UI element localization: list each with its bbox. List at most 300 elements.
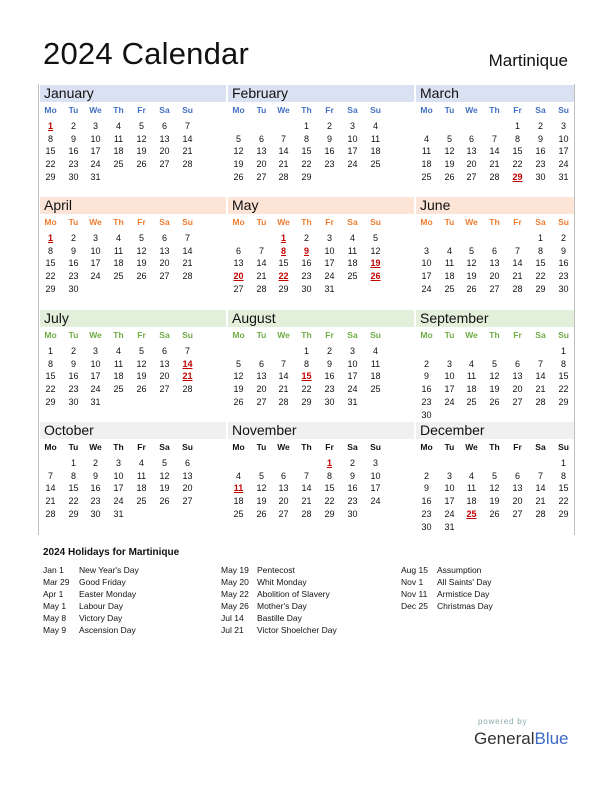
weekday-label: Th [113,442,124,452]
holiday-name: Ascension Day [79,625,136,635]
holiday-date: 1 [326,458,332,468]
weekday-label: Mo [420,105,433,115]
calendar-day: 17 [370,483,381,494]
calendar-day: 11 [113,358,124,369]
calendar-day: 1 [303,121,309,131]
month-may [227,196,413,308]
calendar-day: 18 [370,371,381,382]
month-name: April [40,197,226,214]
calendar-day: 11 [421,146,432,157]
calendar-day: 23 [324,159,335,170]
calendar-day: 23 [301,271,312,282]
calendar-day: 15 [535,258,546,269]
calendar-day: 26 [489,396,500,407]
calendar-day: 11 [370,133,381,144]
holiday-date: 1 [47,121,53,131]
calendar-day: 24 [347,384,358,395]
calendar-day: 6 [258,358,264,369]
calendar-day: 16 [421,496,432,507]
holiday-date-label: Jan 1 [43,565,64,575]
calendar-day: 22 [45,271,56,282]
calendar-day: 21 [535,496,546,507]
calendar-day: 5 [138,233,144,243]
calendar-day: 17 [90,371,101,382]
calendar-day: 6 [514,358,520,369]
calendar-day: 11 [466,371,477,382]
calendar-day: 12 [233,146,244,157]
calendar-day: 13 [489,258,500,269]
calendar-day: 8 [47,133,53,144]
brand-blue: Blue [534,729,569,748]
weekday-label: Fr [513,330,522,340]
calendar-day: 9 [560,245,566,256]
weekday-label: Th [113,105,124,115]
holiday-name: Armistice Day [437,589,490,599]
calendar-day: 22 [45,159,56,170]
calendar-day: 4 [468,358,474,369]
month-december [415,421,601,533]
calendar-day: 20 [256,384,267,395]
weekday-label: Mo [232,217,245,227]
calendar-day: 31 [113,508,124,519]
holiday-date: 20 [233,271,244,282]
calendar-day: 8 [514,133,520,144]
calendar-day: 22 [558,496,569,507]
calendar-day: 7 [514,245,520,256]
calendar-day: 6 [184,458,190,468]
calendar-day: 15 [558,371,569,382]
calendar-day: 16 [68,258,79,269]
calendar-day: 23 [558,271,569,282]
calendar-day: 27 [512,508,523,519]
calendar-day: 3 [92,121,98,131]
calendar-day: 12 [233,371,244,382]
calendar-day: 7 [280,133,286,144]
holiday-date: 1 [280,233,286,243]
calendar-day: 5 [446,133,452,144]
calendar-day: 26 [444,171,455,182]
holiday-date-label: May 1 [43,601,67,611]
calendar-day: 9 [537,133,543,144]
calendar-day: 17 [444,496,455,507]
calendar-day: 10 [444,483,455,494]
calendar-day: 24 [90,384,101,395]
weekday-label: Fr [325,105,334,115]
calendar-day: 22 [68,496,79,507]
calendar-day: 27 [278,508,289,519]
weekday-label: Sa [159,217,170,227]
calendar-day: 31 [90,171,101,182]
calendar-day: 3 [446,358,452,369]
calendar-day: 17 [324,258,335,269]
calendar-day: 16 [324,371,335,382]
calendar-day: 21 [489,159,500,170]
month-september [415,309,601,421]
calendar-day: 19 [136,146,147,157]
calendar-day: 3 [92,346,98,356]
calendar-day: 28 [182,384,193,395]
calendar-day: 28 [182,271,193,282]
calendar-day: 30 [421,409,432,420]
calendar-day: 2 [92,458,98,468]
calendar-day: 1 [70,458,76,468]
calendar-day: 16 [68,371,79,382]
calendar-day: 14 [301,483,312,494]
holiday-name: New Year's Day [79,565,139,575]
calendar-day: 17 [90,146,101,157]
calendar-day: 13 [159,358,170,369]
weekday-label: Mo [232,330,245,340]
calendar-day: 13 [159,133,170,144]
calendar-day: 19 [444,159,455,170]
calendar-day: 12 [444,146,455,157]
calendar-day: 10 [113,470,124,481]
holiday-name: Assumption [437,565,482,575]
calendar-day: 30 [90,508,101,519]
calendar-day: 3 [446,470,452,481]
weekday-label: Sa [347,105,358,115]
weekday-label: Th [489,217,500,227]
calendar-day: 24 [444,396,455,407]
weekday-label: Sa [535,442,546,452]
calendar-day: 15 [301,146,312,157]
calendar-day: 2 [349,458,355,468]
calendar-day: 2 [326,346,332,356]
calendar-day: 23 [421,508,432,519]
calendar-day: 13 [233,258,244,269]
holiday-date-label: May 9 [43,625,67,635]
calendar-day: 16 [324,146,335,157]
calendar-day: 4 [423,133,429,144]
calendar-day: 2 [70,346,76,356]
calendar-day: 18 [444,271,455,282]
weekday-label: Su [558,330,569,340]
calendar-day: 27 [182,496,193,507]
holiday-date-label: May 26 [221,601,249,611]
calendar-day: 27 [256,396,267,407]
brand-logo[interactable] [474,729,569,749]
weekday-label: Th [113,330,124,340]
weekday-label: Mo [420,217,433,227]
calendar-day: 28 [489,171,500,182]
month-january [39,84,225,196]
weekday-label: Fr [513,217,522,227]
calendar-day: 5 [491,470,497,481]
calendar-day: 9 [423,483,429,494]
calendar-day: 30 [68,171,79,182]
holiday-date-label: Nov 1 [401,577,424,587]
weekday-label: Sa [347,442,358,452]
holiday-date-label: Jul 14 [221,613,244,623]
calendar-day: 31 [558,171,569,182]
calendar-day: 28 [512,283,523,294]
calendar-day: 4 [235,470,241,481]
calendar-day: 12 [489,483,500,494]
calendar-day: 4 [138,458,144,468]
calendar-day: 9 [70,245,76,256]
weekday-label: Sa [347,330,358,340]
calendar-day: 21 [45,496,56,507]
calendar-day: 13 [159,245,170,256]
calendar-day: 10 [558,133,569,144]
weekday-label: Tu [444,105,455,115]
calendar-day: 20 [512,496,523,507]
calendar-day: 12 [466,258,477,269]
calendar-day: 10 [370,470,381,481]
weekday-label: Tu [256,330,267,340]
calendar-day: 23 [68,159,79,170]
calendar-day: 17 [347,371,358,382]
calendar-day: 15 [68,483,79,494]
weekday-label: Su [558,442,569,452]
weekday-label: Su [370,105,381,115]
calendar-day: 3 [92,233,98,243]
calendar-day: 13 [182,470,193,481]
calendar-day: 30 [421,521,432,532]
calendar-day: 9 [326,133,332,144]
calendar-day: 30 [535,171,546,182]
calendar-day: 13 [256,371,267,382]
calendar-day: 13 [512,483,523,494]
calendar-day: 14 [535,483,546,494]
weekday-label: Tu [256,217,267,227]
calendar-day: 21 [278,384,289,395]
calendar-day: 16 [90,483,101,494]
weekday-label: Sa [159,330,170,340]
holiday-date-label: Aug 15 [401,565,428,575]
weekday-label: Su [370,217,381,227]
calendar-day: 24 [90,271,101,282]
weekday-label: Fr [325,217,334,227]
calendar-day: 26 [489,508,500,519]
calendar-day: 18 [370,146,381,157]
calendar-day: 28 [278,171,289,182]
calendar-day: 4 [372,346,378,356]
holiday-date: 21 [182,371,193,382]
calendar-day: 17 [421,271,432,282]
calendar-day: 12 [136,358,147,369]
calendar-day: 13 [256,146,267,157]
month-august [227,309,413,421]
calendar-day: 21 [512,271,523,282]
calendar-day: 11 [370,358,381,369]
calendar-day: 9 [70,133,76,144]
calendar-day: 12 [370,245,381,256]
calendar-day: 26 [256,508,267,519]
calendar-day: 6 [235,245,241,256]
calendar-day: 29 [535,283,546,294]
calendar-day: 20 [512,384,523,395]
calendar-day: 2 [70,233,76,243]
calendar-day: 12 [136,133,147,144]
calendar-day: 6 [468,133,474,144]
holiday-date: 19 [370,258,381,269]
calendar-day: 18 [466,496,477,507]
weekday-label: Th [301,442,312,452]
weekday-label: Fr [137,105,146,115]
calendar-day: 29 [278,283,289,294]
calendar-day: 19 [136,371,147,382]
calendar-day: 19 [233,384,244,395]
calendar-day: 17 [444,384,455,395]
calendar-day: 7 [184,121,190,131]
calendar-day: 20 [278,496,289,507]
calendar-day: 20 [256,159,267,170]
weekday-label: Mo [44,217,57,227]
calendar-day: 28 [182,159,193,170]
calendar-day: 14 [512,258,523,269]
weekday-label: Th [301,105,312,115]
calendar-day: 24 [444,508,455,519]
calendar-day: 14 [256,258,267,269]
calendar-day: 26 [233,171,244,182]
holiday-date: 11 [233,483,244,494]
calendar-day: 11 [113,245,124,256]
holiday-date: 14 [182,358,193,369]
weekday-label: We [277,330,290,340]
weekday-label: Sa [535,217,546,227]
calendar-day: 5 [468,245,474,256]
calendar-day: 14 [535,371,546,382]
calendar-day: 3 [326,233,332,243]
calendar-day: 1 [514,121,520,131]
calendar-day: 25 [113,384,124,395]
calendar-day: 30 [68,396,79,407]
weekday-label: Su [182,217,193,227]
calendar-day: 24 [370,496,381,507]
calendar-day: 24 [558,159,569,170]
calendar-day: 1 [303,346,309,356]
weekday-label: We [465,217,478,227]
holiday-date-label: Dec 25 [401,601,428,611]
calendar-day: 8 [47,245,53,256]
calendar-day: 28 [535,396,546,407]
calendar-day: 4 [349,233,355,243]
weekday-label: Tu [68,217,79,227]
calendar-day: 29 [324,508,335,519]
calendar-day: 13 [278,483,289,494]
calendar-day: 20 [159,371,170,382]
calendar-day: 3 [423,245,429,256]
calendar-day: 13 [466,146,477,157]
calendar-day: 28 [45,508,56,519]
weekday-label: Fr [513,105,522,115]
calendar-day: 27 [159,159,170,170]
calendar-day: 23 [535,159,546,170]
holiday-name: Easter Monday [79,589,137,599]
calendar-day: 10 [421,258,432,269]
calendar-day: 11 [113,133,124,144]
holiday-date: 15 [301,371,312,382]
holiday-date: 29 [512,171,523,182]
calendar-day: 28 [535,508,546,519]
holiday-name: Christmas Day [437,601,493,611]
calendar-day: 8 [326,470,332,481]
holiday-name: Good Friday [79,577,126,587]
calendar-day: 7 [491,133,497,144]
holiday-date-label: Mar 29 [43,577,70,587]
calendar-day: 30 [347,508,358,519]
weekday-label: Su [182,105,193,115]
calendar-day: 11 [347,245,358,256]
calendar-day: 4 [446,245,452,256]
holidays-title: 2024 Holidays for Martinique [43,547,180,558]
calendar-day: 7 [258,245,264,256]
calendar-day: 8 [537,245,543,256]
calendar-day: 25 [136,496,147,507]
calendar-day: 23 [68,384,79,395]
calendar-day: 2 [423,470,429,481]
calendar-day: 30 [558,283,569,294]
calendar-day: 8 [47,358,53,369]
calendar-day: 30 [68,283,79,294]
calendar-day: 18 [421,159,432,170]
weekday-label: Mo [420,330,433,340]
holiday-date-label: May 8 [43,613,67,623]
weekday-label: We [465,330,478,340]
calendar-day: 2 [303,233,309,243]
calendar-day: 31 [347,396,358,407]
holiday-date: 25 [466,508,477,519]
calendar-day: 20 [159,258,170,269]
calendar-day: 7 [537,358,543,369]
calendar-day: 16 [535,146,546,157]
calendar-day: 20 [489,271,500,282]
weekday-label: Th [489,330,500,340]
calendar-day: 31 [90,396,101,407]
calendar-day: 14 [182,133,193,144]
calendar-day: 27 [489,283,500,294]
calendar-day: 30 [324,396,335,407]
calendar-day: 24 [347,159,358,170]
weekday-label: We [277,105,290,115]
calendar-day: 6 [491,245,497,256]
calendar-day: 21 [182,146,193,157]
calendar-day: 22 [301,384,312,395]
calendar-day: 3 [560,121,566,131]
calendar-day: 16 [421,384,432,395]
calendar-day: 20 [159,146,170,157]
calendar-day: 29 [301,396,312,407]
holiday-date-label: Apr 1 [43,589,64,599]
weekday-label: Su [370,330,381,340]
weekday-label: Mo [232,442,245,452]
calendar-day: 4 [115,121,121,131]
calendar-day: 15 [45,371,56,382]
calendar-day: 15 [558,483,569,494]
weekday-label: We [89,330,102,340]
calendar-day: 5 [161,458,167,468]
calendar-day: 4 [468,470,474,481]
weekday-label: We [465,442,478,452]
calendar-day: 1 [560,458,566,468]
calendar-day: 22 [535,271,546,282]
calendar-day: 16 [347,483,358,494]
calendar-grid [38,84,575,535]
calendar-day: 25 [444,283,455,294]
calendar-day: 23 [421,396,432,407]
calendar-day: 19 [159,483,170,494]
weekday-label: We [277,442,290,452]
calendar-day: 1 [560,346,566,356]
weekday-label: We [89,105,102,115]
calendar-day: 25 [347,271,358,282]
weekday-label: Sa [159,442,170,452]
calendar-day: 14 [278,371,289,382]
month-july [39,309,225,421]
weekday-label: Fr [137,442,146,452]
calendar-day: 26 [136,271,147,282]
